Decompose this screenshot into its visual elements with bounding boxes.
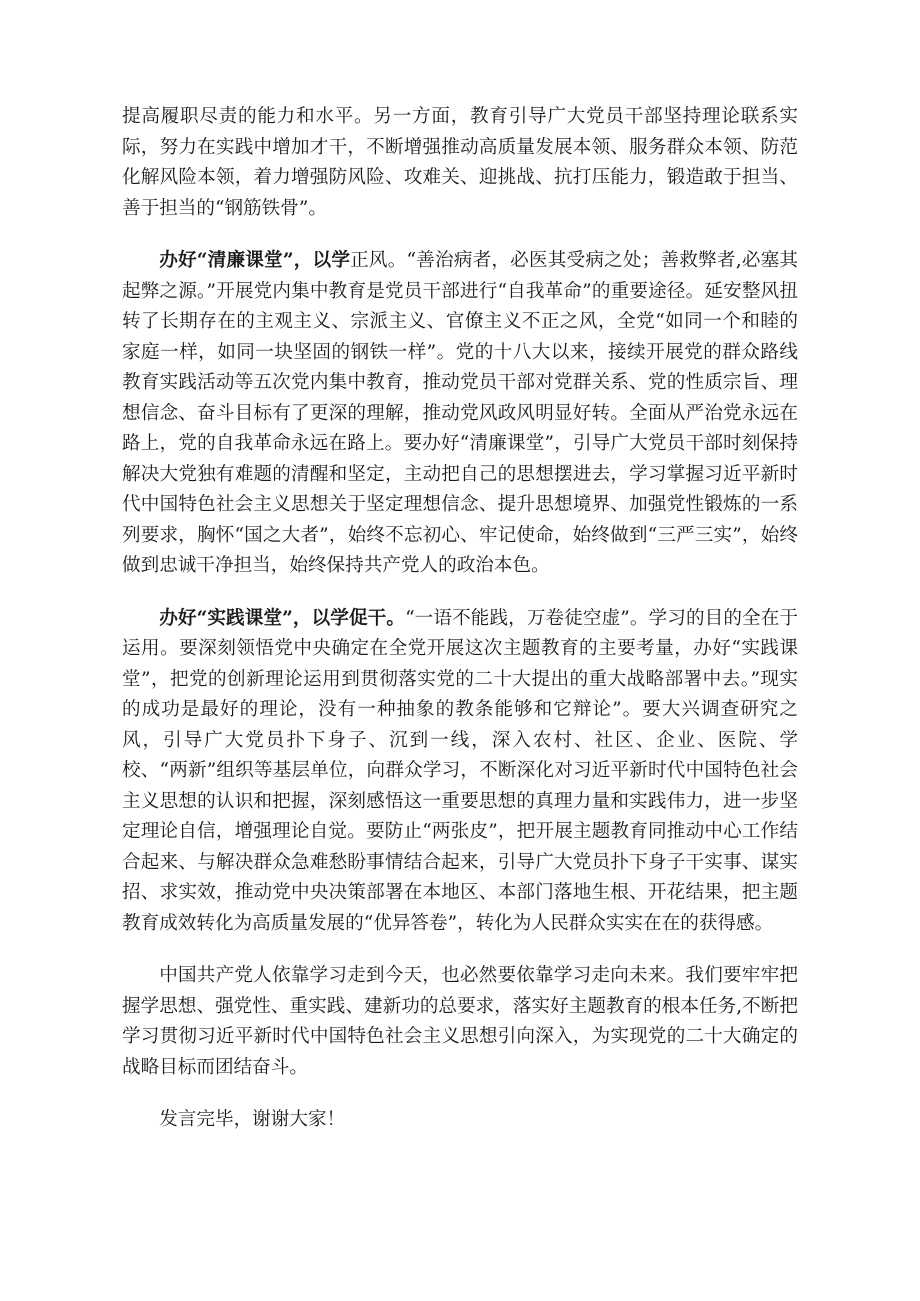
paragraph-text: 正风。“善治病者，必医其受病之处；善救弊者,必塞其起弊之源。”开展党内集中教育是党员干部进行“自我革命”的重要途径。延安整风扭转了长期存在的主观主义、宗派主义、官僚主义不正之风，全党“如同一个和睦的家庭一样，如同一块坚固的钢铁一样”。党的十八大以来，接续开展党的群众路线教育实践活动等五次党内集中教育，推动党员干部对党群关系、党的性质宗旨、理想信念、奋斗目标有了更深的理解，推动党风政风明显好转。全面从严治党永远在路上，党的自我革命永远在路上。要办好“清廉课堂”，引导广大党员干部时刻保持解决大党独有难题的清醒和坚定，主动把自己的思想摆进去，学习掌握习近平新时代中国特色社会主义思想关于坚定理想信念、提升思想境界、加强党性锻炼的一系列要求，胸怀“国之大者”，始终不忘初心、牢记使命，始终做到“三严三实”，始终做到忠诚干净担当，始终保持共产党人的政治本色。 — [122, 250, 798, 576]
paragraph-practice-classroom — [122, 604, 798, 940]
paragraph-integrity-classroom — [122, 246, 798, 582]
document-body — [122, 102, 798, 1158]
paragraph-text: “一语不能践，万卷徒空虚”。学习的目的全在于运用。要深刻领悟党中央确定在全党开展这次主题教育的主要考量，办好“实践课堂”，把党的创新理论运用到贯彻落实党的二十大提出的重大战略部署中去。”现实的成功是最好的理论，没有一种抽象的教条能够和它辩论”。要大兴调查研究之风，引导广大党员扑下身子、沉到一线，深入农村、社区、企业、医院、学校、“两新”组织等基层单位，向群众学习，不断深化对习近平新时代中国特色社会主义思想的认识和把握，深刻感悟这一重要思想的真理力量和实践伟力，进一步坚定理论自信，增强理论自觉。要防止“两张皮”，把开展主题教育同推动中心工作结合起来、与解决群众急难愁盼事情结合起来，引导广大党员扑下身子干实事、谋实招、求实效，推动党中央决策部署在本地区、本部门落地生根、开花结果，把主题教育成效转化为高质量发展的“优异答卷”，转化为人民群众实实在在的获得感。 — [122, 607, 799, 934]
paragraph-closing — [122, 1105, 798, 1136]
paragraph-text: 中国共产党人依靠学习走到今天，也必然要依靠学习走向未来。我们要牢牢把握学思想、强党性、重实践、建新功的总要求，落实好主题教育的根本任务,不断把学习贯彻习近平新时代中国特色社会主义思想引向深入，为实现党的二十大确定的战略目标而团结奋斗。 — [122, 965, 798, 1078]
paragraph-conclusion — [122, 961, 798, 1083]
section-heading-practice: 办好“实践课堂”，以学促干。 — [159, 607, 406, 629]
paragraph-text: 发言完毕，谢谢大家！ — [159, 1109, 346, 1130]
paragraph-text: 提高履职尽责的能力和水平。另一方面，教育引导广大党员干部坚持理论联系实际，努力在实践中增加才干，不断增强推动高质量发展本领、服务群众本领、防范化解风险本领，着力增强防风险、攻难关、迎挑战、抗打压能力，锻造敢于担当、善于担当的“钢筋铁骨”。 — [122, 106, 798, 219]
paragraph-capability — [122, 102, 798, 224]
section-heading-integrity: 办好“清廉课堂”，以学 — [159, 250, 351, 271]
